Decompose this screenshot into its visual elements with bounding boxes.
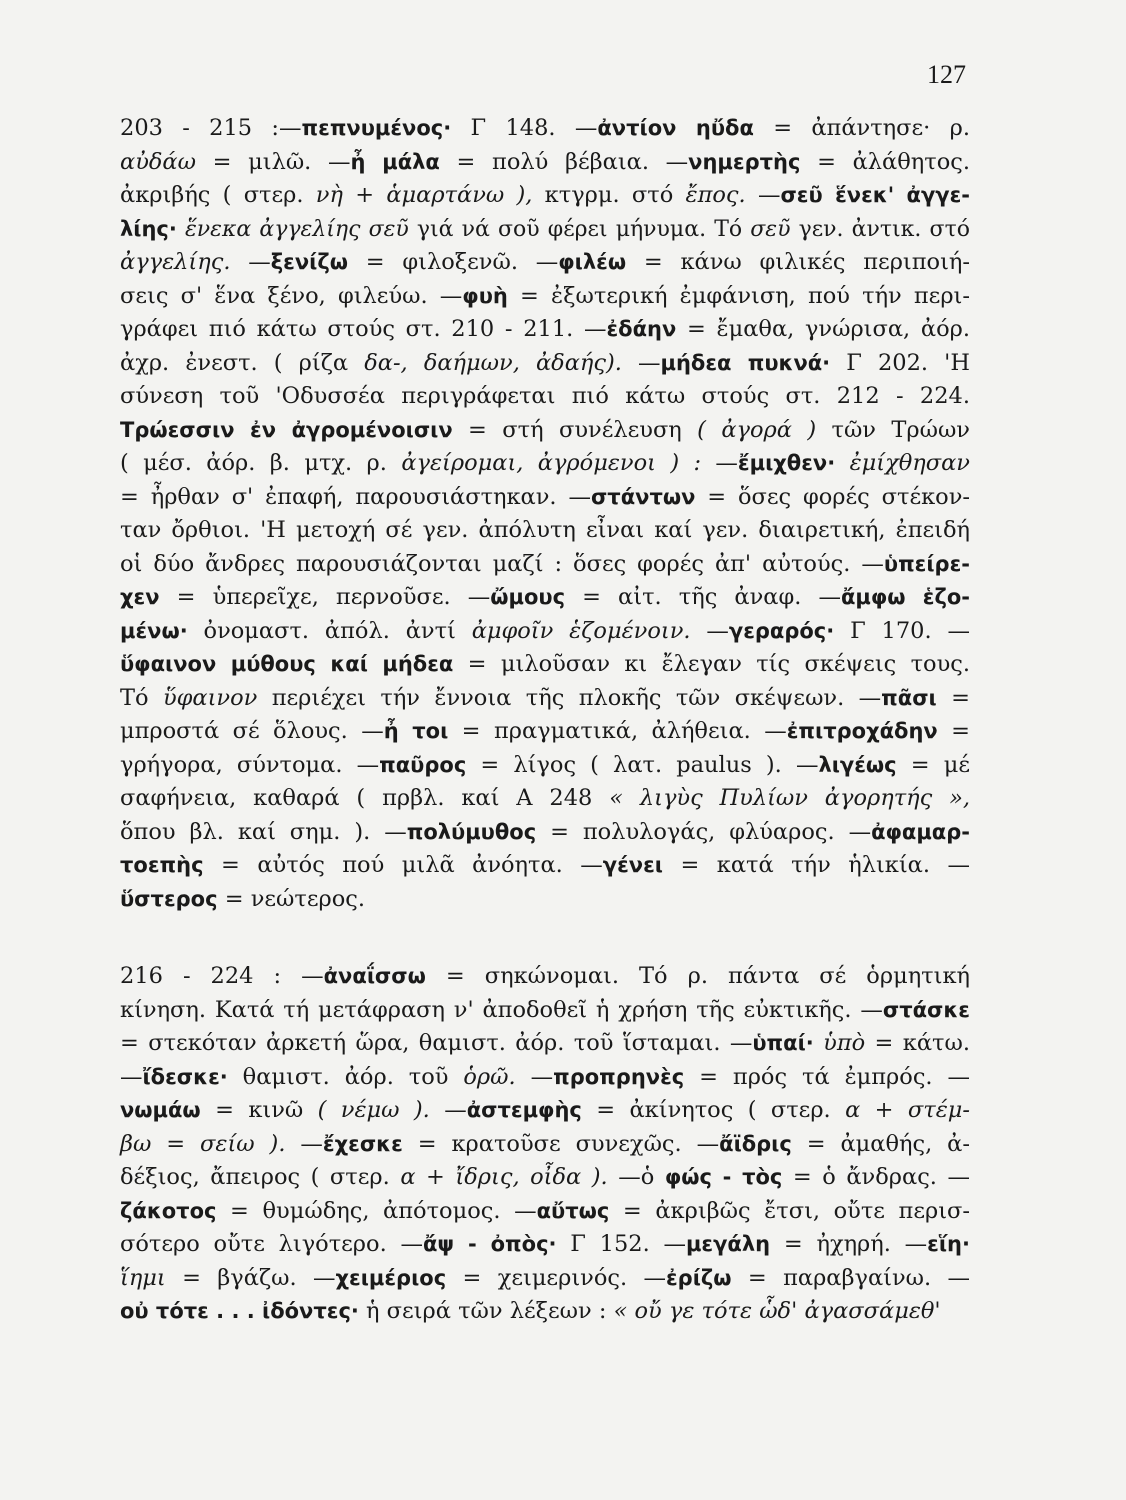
lemma-term: φυὴ <box>462 283 508 308</box>
lemma-term: ἔχεσκε <box>322 1131 403 1156</box>
text-line <box>120 246 970 280</box>
italic-text: ἀγείρομαι, ἀγρόμενοι ) : <box>401 450 702 476</box>
lemma-term: πεπνυμένος· <box>301 116 452 140</box>
lemma-term: μήδεα πυκνά· <box>660 350 831 375</box>
text-line <box>120 447 970 481</box>
lemma-term: μένω· <box>120 618 188 643</box>
lemma-term: ὤμους <box>490 585 566 609</box>
text-segment: = αὐτός πού μιλᾶ ἀνόητα. — <box>203 852 603 878</box>
text-segment: = αἰτ. τῆς ἀναφ. — <box>565 584 841 610</box>
lemma-term: ἀστεμφὴς <box>466 1098 582 1122</box>
text-segment: = ἀπάντησε· ρ. <box>753 115 971 141</box>
lemma-term: λίης· <box>120 216 177 241</box>
lemma-term: παῦρος <box>379 752 467 777</box>
text-segment: = νεώτερος. <box>217 885 366 912</box>
lemma-term: ἄμφω ἑζο- <box>840 585 970 609</box>
text-segment: — <box>515 1063 554 1090</box>
text-segment <box>177 217 185 242</box>
text-segment: = φιλοξενῶ. — <box>348 249 559 275</box>
page-number: 127 <box>927 60 966 89</box>
lemma-term: στάντων <box>590 484 696 509</box>
text-segment: γρήγορα, σύντομα. — <box>120 751 380 778</box>
text-line <box>120 1027 970 1061</box>
lemma-term: ξενίζω <box>270 250 348 274</box>
text-line <box>120 1295 970 1329</box>
text-segment: = λίγος ( λατ. paulus ). — <box>466 751 819 778</box>
text-segment: μπροστά σέ ὅλους. — <box>120 718 384 744</box>
text-segment: = <box>936 684 970 711</box>
text-segment: = ἀκριβῶς ἔτσι, οὔτε περισ- <box>609 1197 970 1224</box>
lemma-term: ἀφαμαρ- <box>871 819 970 844</box>
text-line <box>120 1195 970 1229</box>
italic-text: ἔπος. <box>685 182 746 208</box>
text-line <box>120 179 970 213</box>
italic-text: ἕνεκα ἀγγελίης σεῦ <box>185 216 409 242</box>
text-segment: δέξιος, ἄπειρος ( στερ. <box>120 1164 401 1190</box>
text-line <box>120 313 970 347</box>
text-segment: — <box>621 349 661 376</box>
text-segment: = μιλῶ. — <box>195 148 351 175</box>
text-segment: τῶν Τρώων <box>816 416 970 443</box>
lemma-term: πολύμυθος <box>406 819 537 844</box>
text-segment: = μιλοῦσαν κι ἔλεγαν τίς σκέψεις τους. <box>453 651 971 677</box>
text-line <box>120 615 970 649</box>
text-line <box>120 682 970 716</box>
text-segment: = <box>937 718 970 744</box>
text-line <box>120 1061 970 1095</box>
lemma-term: ἦ μάλα <box>350 149 440 174</box>
text-segment: = ἀκίνητος ( στερ. <box>581 1097 846 1123</box>
text-segment: ὀνομαστ. ἀπόλ. ἀντί <box>187 617 472 644</box>
lemma-term: Τρώεσσιν ἐν ἀγρομένοισιν <box>120 417 453 442</box>
italic-text: ( νέμω ). <box>317 1097 430 1123</box>
text-line <box>120 816 970 850</box>
text-segment: σότερο οὔτε λιγότερο. — <box>120 1231 423 1257</box>
text-line <box>120 883 970 917</box>
text-line <box>120 581 970 615</box>
lemma-term: ἔμιχθεν· <box>737 451 836 475</box>
italic-text: ὁρῶ. <box>463 1063 516 1090</box>
lemma-term: χειμέριος <box>335 1265 447 1290</box>
text-segment: Γ 152. — <box>556 1231 686 1257</box>
text-segment: ἀκριβής ( στερ. <box>120 182 316 208</box>
text-segment: = σηκώνομαι. Τό ρ. πάντα σέ ὁρμητική <box>425 963 970 989</box>
lemma-term: ὕφαινον μύθους καί μήδεα <box>120 652 454 676</box>
text-segment: = παραβγαίνω. — <box>731 1264 970 1291</box>
lemma-term: σεῦ ἕνεκ' ἀγγε- <box>780 183 970 207</box>
text-segment: 203 - 215 :— <box>120 115 302 141</box>
body-text <box>120 112 970 1329</box>
text-segment: ἀχρ. ἐνεστ. ( ρίζα <box>120 349 365 376</box>
text-segment: = ἦρθαν σ' ἐπαφή, παρουσιάστηκαν. — <box>120 483 591 510</box>
text-segment: = στεκόταν ἀρκετή ὥρα, θαμιστ. ἀόρ. τοῦ ἵσταμαι. — <box>120 1030 753 1056</box>
text-segment: Γ 202. 'Η <box>830 349 970 376</box>
text-segment: κτγρμ. στό <box>532 182 686 208</box>
lemma-term: ἄψ - ὀπὸς· <box>422 1232 557 1256</box>
text-line <box>120 213 970 247</box>
text-segment: = ὁ ἄνδρας. — <box>782 1164 970 1190</box>
italic-text: βω = σείω ). <box>120 1130 286 1157</box>
lemma-term: στάσκε <box>882 997 970 1022</box>
lemma-term: ὑπαί· <box>752 1031 814 1055</box>
lemma-term: αὔτως <box>536 1198 610 1223</box>
text-segment: Γ 170. — <box>834 617 970 644</box>
text-segment: Τό <box>120 684 163 711</box>
lemma-term: προπρηνὲς <box>553 1064 685 1089</box>
text-line <box>120 749 970 783</box>
lemma-term: ζάκοτος <box>120 1198 217 1223</box>
text-segment: γιά νά σοῦ φέρει μήνυμα. Τό <box>408 216 751 242</box>
text-segment: = ἠχηρή. — <box>770 1231 928 1257</box>
text-segment: = κάτω. <box>865 1030 970 1056</box>
text-segment: κίνηση. Κατά τή μετάφραση ν' ἀποδοθεῖ ἡ χρήση τῆς εὐκτικῆς. — <box>120 996 883 1023</box>
text-line <box>120 112 970 146</box>
text-segment: ὅπου βλ. καί σημ. ). — <box>120 818 407 845</box>
lemma-term: νωμάω <box>120 1098 201 1122</box>
text-line <box>120 1228 970 1262</box>
text-line <box>120 481 970 515</box>
lemma-term: ἐπιτροχάδην <box>786 719 938 743</box>
lemma-term: φιλέω <box>558 250 627 274</box>
lemma-term: μεγάλη <box>685 1232 771 1256</box>
text-segment: — <box>690 617 729 644</box>
italic-text: α + ἴδρις, οἶδα ). <box>400 1164 608 1190</box>
italic-text: ἀμφοῖν ἑζομένοιν. <box>471 617 691 644</box>
italic-text: ἀγγελίης. <box>120 249 231 275</box>
italic-text: « λιγὺς Πυλίων ἀγορητής », <box>609 785 971 811</box>
paragraph-p1 <box>120 112 970 916</box>
text-line <box>120 782 970 816</box>
text-segment: = ἐξωτερική ἐμφάνιση, πού τήν περι- <box>507 282 970 309</box>
text-line <box>120 1262 970 1296</box>
text-segment: —ὁ <box>607 1164 665 1190</box>
italic-text: αὐδάω <box>120 148 196 175</box>
italic-text: ὑπὸ <box>823 1030 866 1056</box>
text-segment: — <box>230 249 271 275</box>
text-line <box>120 414 970 448</box>
text-segment: — <box>120 1063 143 1090</box>
text-line <box>120 380 970 414</box>
text-segment: = στή συνέλευση <box>452 416 698 443</box>
lemma-term: νημερτὴς <box>688 149 801 174</box>
text-segment: ( μέσ. ἀόρ. β. μτχ. ρ. <box>120 450 402 476</box>
italic-text: σεῦ <box>750 216 791 242</box>
text-line <box>120 960 970 994</box>
text-segment: — <box>745 182 781 208</box>
text-line <box>120 1094 970 1128</box>
lemma-term: ἐρίζω <box>665 1265 732 1290</box>
text-segment: — <box>285 1130 323 1157</box>
text-segment: = χειμερινός. — <box>446 1264 666 1291</box>
lemma-term: ἀντίον ηὔδα <box>597 116 754 140</box>
text-segment: ταν ὄρθιοι. 'Η μετοχή σέ γεν. ἀπόλυτη εἶναι καί γεν. διαιρετική, ἐπειδή <box>120 517 970 543</box>
lemma-term: χεν <box>120 585 160 609</box>
lemma-term: γένει <box>602 853 663 877</box>
italic-text: ὕφαινον <box>162 684 258 711</box>
text-segment: = ἀλάθητος. <box>800 148 970 175</box>
text-segment: — <box>701 450 738 476</box>
text-segment: = κάνω φιλικές περιποιή- <box>626 249 970 275</box>
text-line <box>120 146 970 180</box>
lemma-term: τοεπὴς <box>120 853 204 877</box>
text-segment: = πρός τά ἐμπρός. — <box>684 1063 971 1090</box>
italic-text: ( ἀγορά ) <box>697 416 817 443</box>
paragraph-gap <box>120 916 970 960</box>
lemma-term: ὑπείρε- <box>883 551 970 576</box>
text-line <box>120 849 970 883</box>
paragraph-p2 <box>120 960 970 1329</box>
text-segment: σύνεση τοῦ 'Οδυσσέα περιγράφεται πιό κάτω στούς στ. 212 - 224. <box>120 383 970 409</box>
lemma-term: λιγέως <box>818 752 897 777</box>
text-segment: 216 - 224 : — <box>120 963 324 989</box>
text-segment: = πολύ βέβαια. — <box>439 148 689 175</box>
lemma-term: εἵη· <box>927 1232 970 1256</box>
text-segment: = πραγματικά, ἀλήθεια. — <box>448 718 787 744</box>
text-segment: οἱ δύο ἄνδρες παρουσιάζονται μαζί : ὅσες φορές ἀπ' αὐτούς. — <box>120 550 884 577</box>
italic-text: ἐμίχθησαν <box>849 450 970 476</box>
lemma-term: πᾶσι <box>881 685 937 710</box>
lemma-term: ἦ τοι <box>383 719 449 743</box>
text-segment: = ἔμαθα, γνώρισα, ἀόρ. <box>676 316 970 342</box>
text-segment: γεν. ἀντικ. στό <box>790 216 970 242</box>
text-segment: = ὅσες φορές στέκον- <box>695 483 970 510</box>
italic-text: δα-, δαήμων, ἀδαής). <box>364 349 622 376</box>
text-segment: ἡ σειρά τῶν λέξεων : <box>358 1298 614 1324</box>
lemma-term: φώς - τὸς <box>664 1165 783 1189</box>
text-segment: = κατά τήν ἡλικία. — <box>662 852 970 878</box>
lemma-term: ἴδεσκε· <box>142 1064 228 1089</box>
text-segment: θαμιστ. ἀόρ. τοῦ <box>227 1063 464 1090</box>
text-line <box>120 1128 970 1162</box>
text-segment: = βγάζω. — <box>165 1264 336 1291</box>
text-line <box>120 347 970 381</box>
text-line <box>120 715 970 749</box>
text-segment: — <box>429 1097 467 1123</box>
text-segment: = ἀμαθής, ἀ- <box>791 1130 970 1157</box>
text-line <box>120 648 970 682</box>
text-segment: = θυμώδης, ἀπότομος. — <box>216 1197 537 1224</box>
text-line <box>120 1161 970 1195</box>
italic-text: ἵημι <box>120 1264 166 1291</box>
text-line <box>120 994 970 1028</box>
text-segment: περιέχει τήν ἔννοια τῆς πλοκῆς τῶν σκέψεων. — <box>257 684 882 711</box>
text-segment: Γ 148. — <box>451 115 598 141</box>
text-segment: = κρατοῦσε συνεχῶς. — <box>402 1130 720 1157</box>
lemma-term: ἄϊδρις <box>719 1131 792 1156</box>
text-segment: σαφήνεια, καθαρά ( πρβλ. καί Α 248 <box>120 785 610 811</box>
lemma-term: ἐδάην <box>606 317 677 341</box>
text-segment: = ὑπερεῖχε, περνοῦσε. — <box>159 584 491 610</box>
lemma-term: ἀναΐσσω <box>323 964 426 988</box>
lemma-term: ὕστερος <box>120 886 218 911</box>
text-segment: σεις σ' ἕνα ξένο, φιλεύω. — <box>120 282 463 309</box>
italic-text: « οὔ γε τότε ὧδ' ἀγασσάμεθ' <box>613 1298 941 1324</box>
text-segment: γράφει πιό κάτω στούς στ. 210 - 211. — <box>120 316 607 342</box>
text-line <box>120 280 970 314</box>
lemma-term: οὐ τότε . . . ἰδόντες· <box>120 1299 359 1323</box>
text-segment: = κινῶ <box>200 1097 318 1123</box>
text-line <box>120 548 970 582</box>
text-line <box>120 514 970 548</box>
text-segment: = μέ <box>896 751 970 778</box>
text-segment <box>814 1030 823 1056</box>
text-segment <box>835 450 849 476</box>
text-segment: = πολυλογάς, φλύαρος. — <box>536 818 872 845</box>
italic-text: νὴ + ἁμαρτάνω ), <box>315 182 533 208</box>
lemma-term: γεραρός· <box>728 618 835 643</box>
italic-text: α + στέμ- <box>845 1097 971 1123</box>
